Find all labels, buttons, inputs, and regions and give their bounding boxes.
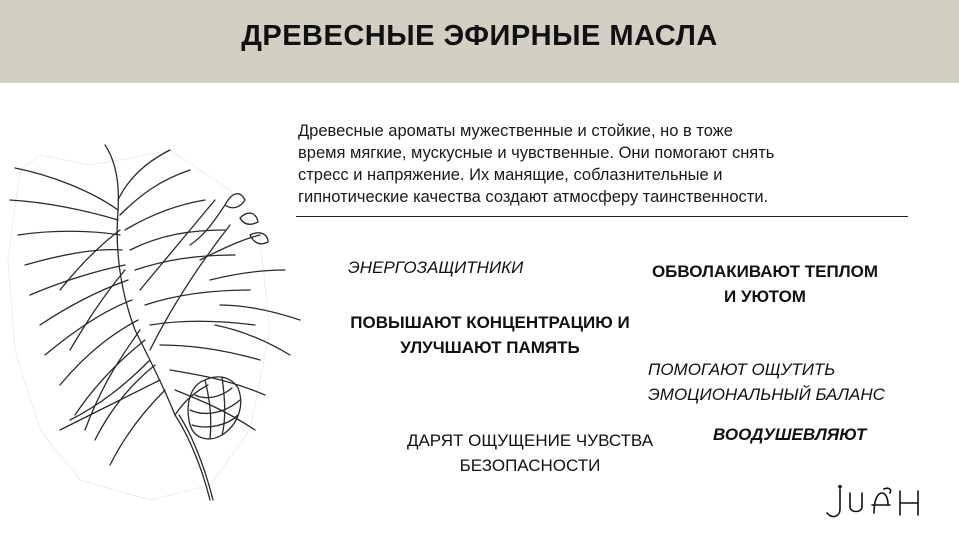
phrase-line: УЛУЧШАЮТ ПАМЯТЬ — [400, 338, 580, 357]
phrase-line: БЕЗОПАСНОСТИ — [459, 456, 601, 475]
phrase-warmth — [635, 259, 895, 309]
divider-line — [296, 216, 908, 217]
intro-line: гипнотические качества создают атмосферу таинственности. — [298, 188, 769, 206]
header-bar — [0, 0, 959, 83]
phrase-emotional-balance — [648, 357, 885, 407]
brand-logo — [822, 485, 922, 521]
pine-branch-illustration — [0, 130, 330, 510]
phrase-line: ЭНЕРГОЗАЩИТНИКИ — [348, 258, 524, 277]
intro-paragraph — [298, 120, 898, 208]
phrase-line: И УЮТОМ — [724, 287, 806, 306]
phrase-concentration — [330, 310, 650, 360]
phrase-line: ПОМОГАЮТ ОЩУТИТЬ — [648, 360, 836, 379]
phrase-safety — [390, 428, 670, 478]
intro-line: время мягкие, мускусные и чувственные. Они помогают снять — [298, 144, 775, 162]
phrase-line: ДАРЯТ ОЩУЩЕНИЕ ЧУВСТВА — [406, 431, 654, 450]
page-title: ДРЕВЕСНЫЕ ЭФИРНЫЕ МАСЛА — [241, 20, 718, 52]
intro-line: стресс и напряжение. Их манящие, соблазнительные и — [298, 166, 723, 184]
phrase-line: ВООДУШЕВЛЯЮТ — [713, 425, 867, 444]
phrase-line: ОБВОЛАКИВАЮТ ТЕПЛОМ — [651, 262, 879, 281]
phrase-energy-protectors — [348, 255, 523, 280]
intro-line: Древесные ароматы мужественные и стойкие, но в тоже — [298, 122, 733, 140]
phrase-line: ПОВЫШАЮТ КОНЦЕНТРАЦИЮ И — [350, 313, 630, 332]
phrase-inspire — [713, 422, 866, 447]
phrase-line: ЭМОЦИОНАЛЬНЫЙ БАЛАНС — [648, 385, 885, 404]
